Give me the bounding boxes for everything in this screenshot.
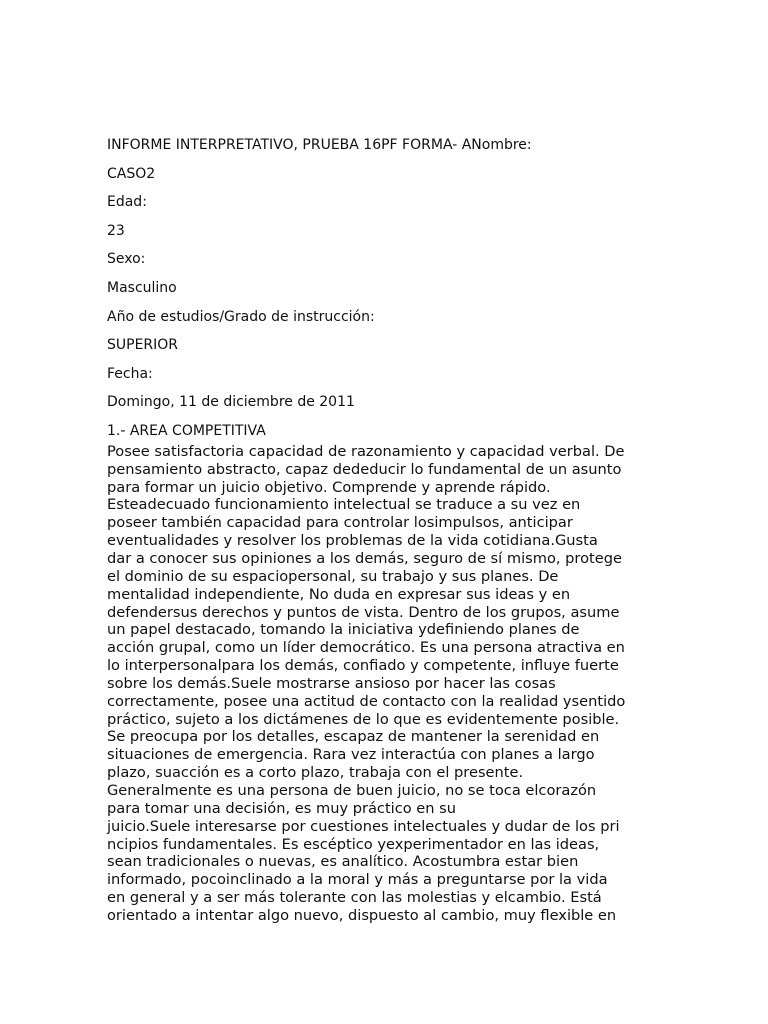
body-line: plazo, suacción es a corto plazo, trabaja con el presente.	[107, 764, 524, 782]
body-line: sean tradicionales o nuevas, es analítico. Acostumbra estar bien	[107, 853, 579, 871]
field-sexo-value: Masculino	[107, 279, 177, 296]
field-sexo-label: Sexo:	[107, 251, 146, 268]
body-line: sobre los demás.Suele mostrarse ansioso por hacer las cosas	[107, 674, 556, 692]
field-nombre-value: CASO2	[107, 165, 156, 182]
body-line: práctico, sujeto a los dictámenes de lo que es evidentemente posible.	[107, 710, 620, 728]
body-line: eventualidades y resolver los problemas de la vida cotidiana.Gusta	[107, 532, 598, 550]
body-line: dar a conocer sus opiniones a los demás, seguro de sí mismo, protege	[107, 550, 622, 567]
body-line: el dominio de su espaciopersonal, su trabajo y sus planes. De	[107, 567, 559, 585]
body-line: mentalidad independiente, No duda en expresar sus ideas y en	[107, 585, 571, 603]
field-edad-value: 23	[107, 222, 125, 239]
body-line: lo interpersonalpara los demás, confiado y competente, influye fuerte	[107, 657, 619, 675]
body-line: juicio.Suele interesarse por cuestiones intelectuales y dudar de los pri	[107, 817, 620, 835]
field-grado-label: Año de estudios/Grado de instrucción:	[107, 308, 375, 325]
field-fecha-value: Domingo, 11 de diciembre de 2011	[107, 394, 355, 411]
body-line: para tomar una decisión, es muy práctico en su	[107, 799, 457, 817]
body-line: Posee satisfactoria capacidad de razonamiento y capacidad verbal. De	[107, 442, 625, 460]
document-page	[107, 136, 667, 925]
body-line: Esteadecuado funcionamiento intelectual se traduce a su vez en	[107, 496, 581, 514]
body-line: orientado a intentar algo nuevo, dispuesto al cambio, muy flexible en	[107, 906, 617, 924]
body-line: Se preocupa por los detalles, escapaz de mantener la serenidad en	[107, 728, 600, 746]
body-line: poseer también capacidad para controlar losimpulsos, anticipar	[107, 514, 573, 532]
field-edad-label: Edad:	[107, 194, 147, 211]
body-line: en general y a ser más tolerante con las molestias y elcambio. Está	[107, 889, 602, 907]
body-line: pensamiento abstracto, capaz dededucir lo fundamental de un asunto	[107, 460, 622, 478]
field-grado-value: SUPERIOR	[107, 337, 179, 354]
body-line: informado, pocoinclinado a la moral y más a preguntarse por la vida	[107, 871, 608, 889]
body-line: acción grupal, como un líder democrático. Es una persona atractiva en	[107, 639, 625, 657]
body-paragraph	[107, 443, 667, 925]
body-line: correctamente, posee una actitud de contacto con la realidad ysentido	[107, 692, 626, 710]
body-line: un papel destacado, tomando la iniciativa ydefiniendo planes de	[107, 621, 580, 639]
section-heading: 1.- AREA COMPETITIVA	[107, 422, 266, 439]
body-line: situaciones de emergencia. Rara vez interactúa con planes a largo	[107, 746, 595, 764]
body-line: Generalmente es una persona de buen juicio, no se toca elcorazón	[107, 781, 597, 799]
body-line: ncipios fundamentales. Es escéptico yexperimentador en las ideas,	[107, 835, 600, 853]
body-line: defendersus derechos y puntos de vista. Dentro de los grupos, asume	[107, 603, 620, 621]
body-line: para formar un juicio objetivo. Comprende y aprende rápido.	[107, 478, 551, 496]
document-title: INFORME INTERPRETATIVO, PRUEBA 16PF FORMA- ANombre:	[107, 137, 532, 153]
field-fecha-label: Fecha:	[107, 365, 153, 382]
